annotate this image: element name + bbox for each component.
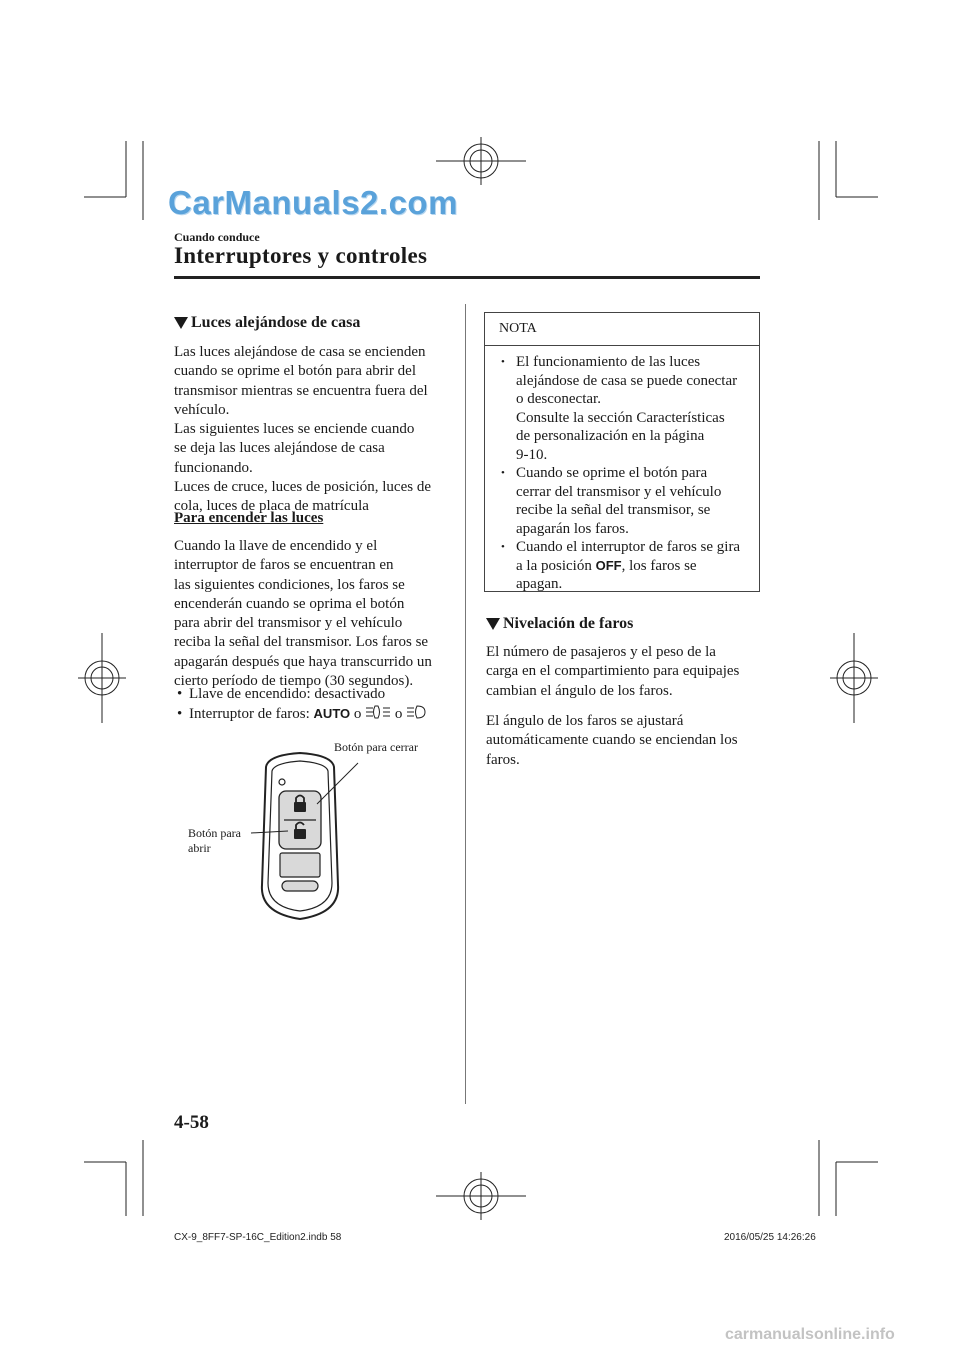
or-text: o	[353, 706, 362, 722]
text-line: El ángulo de los faros se ajustará	[486, 713, 684, 729]
print-file-info: CX-9_8FF7-SP-16C_Edition2.indb 58	[174, 1232, 342, 1243]
text-line: interruptor de faros se encuentran en	[174, 557, 394, 574]
text-line: funcionando.	[174, 459, 253, 476]
text-line: apagan.	[516, 576, 563, 592]
text-line: cola, luces de placa de matrícula	[174, 498, 369, 515]
down-triangle-icon	[174, 317, 188, 329]
callout-line: Botón para	[188, 826, 241, 840]
leveling-paragraph-2	[486, 712, 766, 770]
text-line: alejándose de casa se puede conectar	[516, 372, 738, 389]
registration-mark-right	[830, 633, 878, 723]
text-line: Cuando el interruptor de faros se gira	[516, 539, 741, 555]
registration-mark-left	[78, 633, 126, 723]
text-line: cuando se oprime el botón para abrir del	[174, 363, 416, 380]
bullet: •	[177, 706, 183, 722]
callout-close-button: Botón para cerrar	[334, 740, 418, 754]
text-line: carga en el compartimiento para equipajes	[486, 663, 740, 680]
chapter-title: Interruptores y controles	[174, 243, 428, 268]
nota-box	[484, 312, 760, 592]
or-text: o	[394, 706, 403, 722]
parking-lights-icon	[365, 705, 391, 719]
text-line: automáticamente cuando se enciendan los	[486, 732, 738, 749]
text-fragment: a la posición	[516, 557, 596, 574]
text-line: apagarán los faros.	[516, 520, 629, 537]
text-line: de personalización en la página	[516, 428, 705, 444]
down-triangle-icon	[486, 618, 500, 630]
text-line: o desconectar.	[516, 391, 601, 407]
text-line: Las luces alejándose de casa se encienden	[174, 344, 426, 360]
text-line: vehículo.	[174, 401, 230, 418]
text-line: cierto período de tiempo (30 segundos).	[174, 673, 414, 690]
text-line: encenderán cuando se oprima el botón	[174, 595, 405, 612]
fob-button-3	[280, 853, 320, 877]
nota-title: NOTA	[499, 321, 537, 336]
callout-open-button	[188, 826, 241, 856]
fob-button-4	[282, 881, 318, 891]
condition-text: Interruptor de faros:	[189, 706, 314, 722]
list-item	[501, 464, 755, 538]
sub-heading-turn-on: Para encender las luces	[174, 510, 324, 526]
column-divider	[465, 304, 466, 1104]
heading-headlight-leveling	[486, 615, 633, 633]
text-line: faros.	[486, 751, 520, 768]
header-rule	[174, 276, 760, 279]
condition-headlight-switch	[177, 704, 426, 724]
home-lights-paragraph	[174, 343, 464, 517]
condition-ignition	[177, 685, 385, 704]
text-line: El número de pasajeros y el peso de la	[486, 644, 716, 660]
text-line: Las siguientes luces se enciende cuando	[174, 421, 415, 438]
heading-home-lights	[174, 314, 360, 332]
text-line: recibe la señal del transmisor, se	[516, 502, 711, 518]
site-watermark: CarManuals2.com	[168, 184, 458, 221]
text-line: cambian el ángulo de los faros.	[486, 682, 673, 699]
print-timestamp: 2016/05/25 14:26:26	[724, 1232, 816, 1243]
nota-rule	[485, 345, 759, 346]
auto-label: AUTO	[313, 706, 351, 721]
off-label: OFF	[595, 557, 622, 573]
callout-line: abrir	[188, 841, 211, 855]
text-line: reciba la señal del transmisor. Los faros se	[174, 634, 429, 651]
leveling-paragraph-1	[486, 643, 766, 701]
heading-text: Luces alejándose de casa	[191, 314, 361, 331]
turn-on-paragraph	[174, 537, 464, 691]
heading-text: Nivelación de faros	[503, 615, 634, 632]
list-item	[501, 538, 755, 594]
registration-mark-top	[436, 137, 526, 185]
list-item	[501, 353, 755, 464]
text-line: para abrir del transmisor y el vehículo	[174, 615, 403, 632]
text-line: 9-10.	[516, 446, 548, 463]
headlight-icon	[406, 705, 426, 719]
text-line: Cuando se oprime el botón para	[516, 465, 708, 481]
bullet: •	[177, 686, 183, 702]
nota-list	[501, 353, 755, 594]
text-line: cerrar del transmisor y el vehículo	[516, 483, 722, 500]
text-line: las siguientes condiciones, los faros se	[174, 576, 405, 593]
text-line: apagarán después que haya transcurrido un	[174, 653, 432, 670]
text-line: El funcionamiento de las luces	[516, 354, 701, 370]
page-number: 4-58	[174, 1112, 209, 1133]
text-line: transmisor mientras se encuentra fuera del	[174, 382, 428, 399]
text-fragment: , los faros se	[621, 557, 697, 574]
text-line	[516, 557, 755, 576]
footer-watermark: carmanualsonline.info	[725, 1326, 895, 1343]
text-line: se deja las luces alejándose de casa	[174, 440, 385, 457]
text-line: Consulte la sección Características	[516, 409, 725, 426]
condition-text: Llave de encendido: desactivado	[189, 686, 386, 702]
text-line: Luces de cruce, luces de posición, luces de	[174, 479, 431, 496]
registration-mark-bottom	[436, 1172, 526, 1220]
text-line: Cuando la llave de encendido y el	[174, 538, 378, 554]
section-label: Cuando conduce	[174, 230, 260, 244]
